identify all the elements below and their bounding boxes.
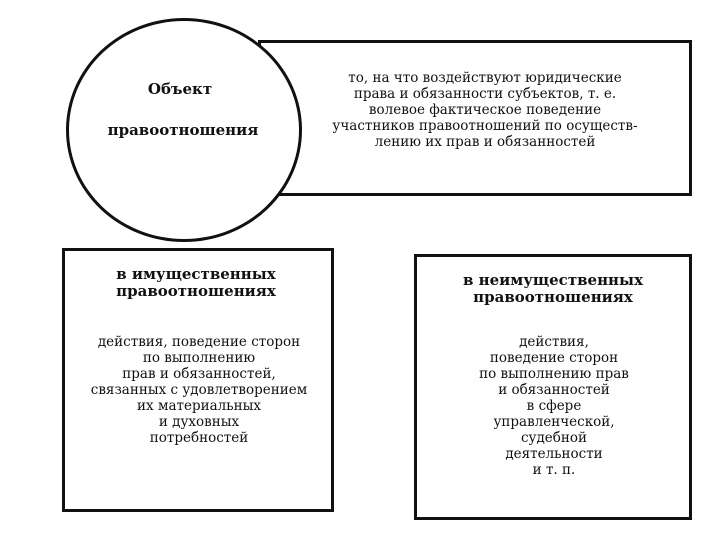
property-relations-title: в имущественных правоотношениях [116, 265, 276, 300]
property-relations-text: действия, поведение сторон по выполнению прав и обязанностей, связанных с удовлетворением их материальных и духовных потребностей [90, 334, 308, 446]
object-title-line1: Объект [147, 80, 213, 98]
definition-text: то, на что воздействуют юридические права и обязанности субъектов, т. е. волевое фактическое поведение участников правоотношений по осуществ- лению их прав и обязанностей [332, 70, 638, 150]
object-title-line2: правоотношения [107, 121, 259, 139]
nonproperty-relations-title: в неимущественных правоотношениях [462, 271, 644, 306]
nonproperty-relations-text: действия, поведение сторон по выполнению прав и обязанностей в сфере управленческой, судебной деятельности и т. п. [479, 334, 629, 478]
